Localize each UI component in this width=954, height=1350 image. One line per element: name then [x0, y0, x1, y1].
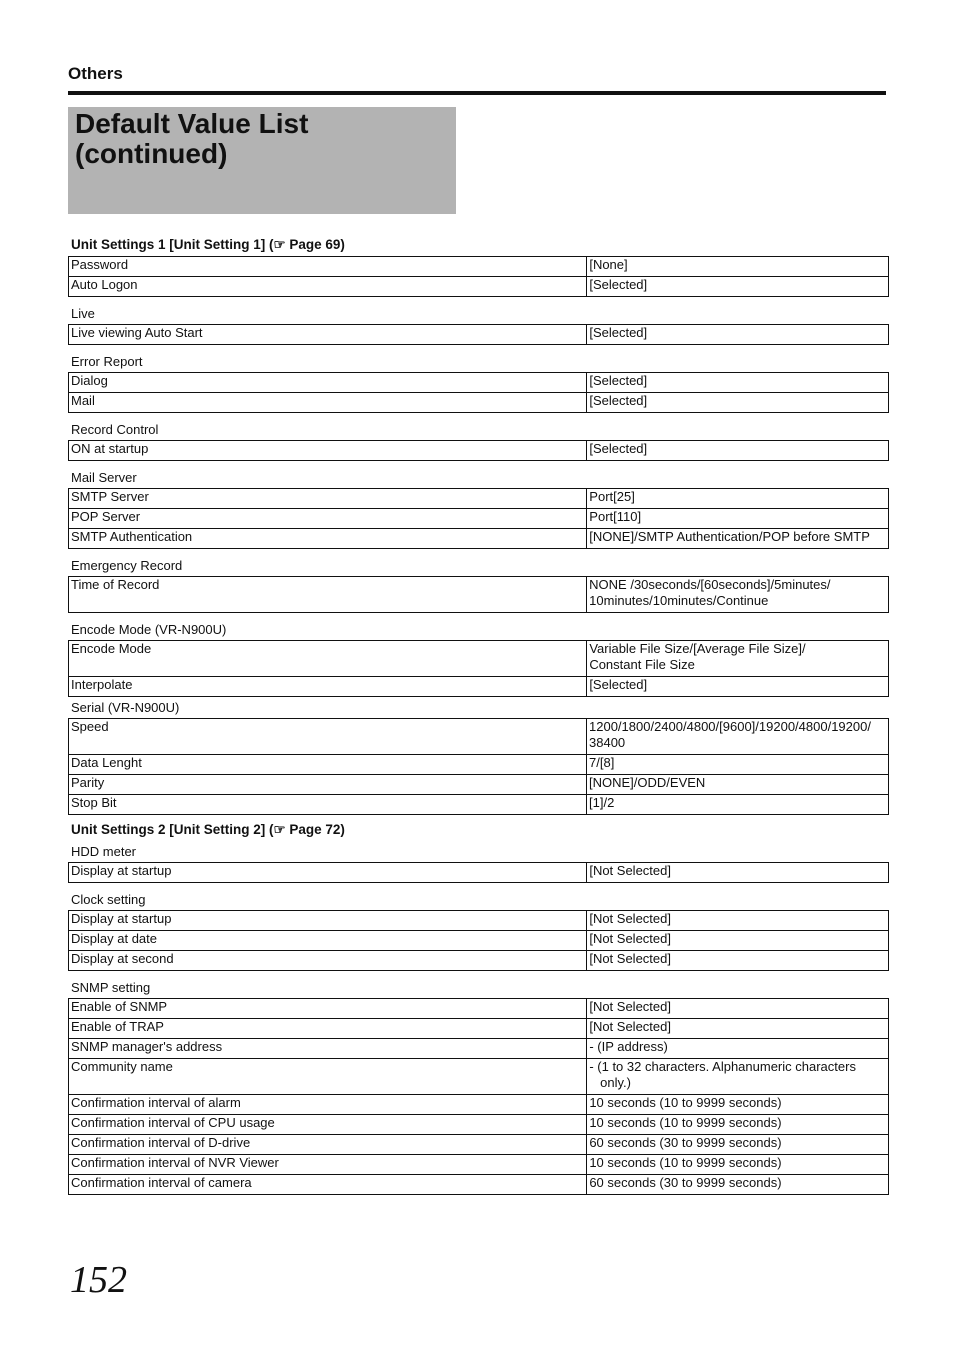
table-row — [69, 257, 889, 277]
default-value: 1200/1800/2400/4800/[9600]/19200/4800/19200/ 38400 — [587, 719, 889, 755]
unit2-heading-text: Unit Settings 2 [Unit Setting 2] ( — [71, 822, 274, 837]
default-value: 10 seconds (10 to 9999 seconds) — [587, 1155, 889, 1175]
settings-table — [68, 640, 889, 697]
table-row — [69, 951, 889, 971]
default-value: Variable File Size/[Average File Size]/ Constant File Size — [587, 641, 889, 677]
group-title: Live — [71, 306, 95, 321]
table-row — [69, 441, 889, 461]
page-title-line2: (continued) — [75, 138, 228, 169]
setting-name: Encode Mode — [69, 641, 587, 677]
default-value: 7/[8] — [587, 755, 889, 775]
default-value: [Not Selected] — [587, 911, 889, 931]
setting-name: Stop Bit — [69, 795, 587, 815]
table-row — [69, 1039, 889, 1059]
setting-name: Speed — [69, 719, 587, 755]
table-row — [69, 863, 889, 883]
table-row — [69, 677, 889, 697]
table-row — [69, 931, 889, 951]
table-row — [69, 755, 889, 775]
setting-name: Display at date — [69, 931, 587, 951]
table-row — [69, 719, 889, 755]
settings-table — [68, 488, 889, 549]
default-value: Port[25] — [587, 489, 889, 509]
setting-name: SMTP Server — [69, 489, 587, 509]
page-title — [75, 109, 308, 169]
unit2-page-ref: Page 72) — [285, 822, 345, 837]
page-number: 152 — [70, 1259, 127, 1301]
group-title: Clock setting — [71, 892, 146, 907]
default-value: [None] — [587, 257, 889, 277]
setting-name: Mail — [69, 393, 587, 413]
table-row — [69, 1135, 889, 1155]
reference-icon: ☞ — [273, 237, 286, 252]
default-value: [Selected] — [587, 325, 889, 345]
setting-name: Display at startup — [69, 911, 587, 931]
setting-name: Dialog — [69, 373, 587, 393]
table-row — [69, 489, 889, 509]
unit1-heading-text: Unit Settings 1 [Unit Setting 1] ( — [71, 237, 274, 252]
group-title: Serial (VR-N900U) — [71, 700, 180, 715]
group-title: SNMP setting — [71, 980, 151, 995]
default-value: [Not Selected] — [587, 999, 889, 1019]
table-row — [69, 999, 889, 1019]
setting-name: Time of Record — [69, 577, 587, 613]
setting-name: Confirmation interval of D-drive — [69, 1135, 587, 1155]
table-row — [69, 1115, 889, 1135]
default-value: 60 seconds (30 to 9999 seconds) — [587, 1175, 889, 1195]
settings-table — [68, 998, 889, 1195]
table-row — [69, 641, 889, 677]
default-value: - (1 to 32 characters. Alphanumeric characters only.) — [587, 1059, 889, 1095]
settings-table — [68, 256, 889, 297]
table-row — [69, 1095, 889, 1115]
settings-table — [68, 576, 889, 613]
setting-name: POP Server — [69, 509, 587, 529]
table-row — [69, 509, 889, 529]
setting-name: Auto Logon — [69, 277, 587, 297]
settings-table — [68, 372, 889, 413]
unit1-heading — [68, 234, 889, 256]
table-row — [69, 1019, 889, 1039]
settings-table — [68, 718, 889, 815]
table-row — [69, 1155, 889, 1175]
setting-name: Live viewing Auto Start — [69, 325, 587, 345]
setting-name: Password — [69, 257, 587, 277]
setting-name: Display at startup — [69, 863, 587, 883]
default-value: [NONE]/SMTP Authentication/POP before SMTP — [587, 529, 889, 549]
default-value: [Selected] — [587, 677, 889, 697]
setting-name: Data Lenght — [69, 755, 587, 775]
group-title: Encode Mode (VR-N900U) — [71, 622, 227, 637]
table-row — [69, 795, 889, 815]
default-value: 10 seconds (10 to 9999 seconds) — [587, 1115, 889, 1135]
page-title-line1: Default Value List — [75, 108, 309, 139]
default-value: 10 seconds (10 to 9999 seconds) — [587, 1095, 889, 1115]
table-row — [69, 1059, 889, 1095]
default-value-tables — [68, 234, 889, 1195]
table-row — [69, 529, 889, 549]
default-value: [Not Selected] — [587, 931, 889, 951]
setting-name: Confirmation interval of camera — [69, 1175, 587, 1195]
default-value: NONE /30seconds/[60seconds]/5minutes/ 10minutes/10minutes/Continue — [587, 577, 889, 613]
default-value: [Selected] — [587, 277, 889, 297]
setting-name: ON at startup — [69, 441, 587, 461]
setting-name: Parity — [69, 775, 587, 795]
section-label: Others — [68, 64, 123, 83]
table-row — [69, 373, 889, 393]
settings-table — [68, 862, 889, 883]
settings-table — [68, 440, 889, 461]
title-box — [68, 107, 456, 214]
default-value: [Not Selected] — [587, 1019, 889, 1039]
table-row — [69, 1175, 889, 1195]
group-title: Emergency Record — [71, 558, 183, 573]
setting-name: Interpolate — [69, 677, 587, 697]
default-value: - (IP address) — [587, 1039, 889, 1059]
default-value: [Selected] — [587, 441, 889, 461]
setting-name: SNMP manager's address — [69, 1039, 587, 1059]
setting-name: Confirmation interval of NVR Viewer — [69, 1155, 587, 1175]
table-row — [69, 277, 889, 297]
setting-name: Display at second — [69, 951, 587, 971]
group-title: HDD meter — [71, 844, 137, 859]
header-rule — [68, 91, 886, 95]
group-title: Error Report — [71, 354, 143, 369]
table-row — [69, 393, 889, 413]
setting-name: Community name — [69, 1059, 587, 1095]
setting-name: SMTP Authentication — [69, 529, 587, 549]
setting-name: Enable of SNMP — [69, 999, 587, 1019]
reference-icon: ☞ — [273, 822, 286, 837]
settings-table — [68, 910, 889, 971]
setting-name: Confirmation interval of alarm — [69, 1095, 587, 1115]
default-value: [NONE]/ODD/EVEN — [587, 775, 889, 795]
table-row — [69, 325, 889, 345]
table-row — [69, 577, 889, 613]
default-value: 60 seconds (30 to 9999 seconds) — [587, 1135, 889, 1155]
default-value: Port[110] — [587, 509, 889, 529]
setting-name: Confirmation interval of CPU usage — [69, 1115, 587, 1135]
group-title: Mail Server — [71, 470, 137, 485]
table-row — [69, 911, 889, 931]
default-value: [1]/2 — [587, 795, 889, 815]
setting-name: Enable of TRAP — [69, 1019, 587, 1039]
unit1-page-ref: Page 69) — [285, 237, 345, 252]
unit2-heading — [68, 819, 889, 841]
group-title: Record Control — [71, 422, 159, 437]
default-value: [Not Selected] — [587, 863, 889, 883]
table-row — [69, 775, 889, 795]
default-value: [Selected] — [587, 393, 889, 413]
default-value: [Selected] — [587, 373, 889, 393]
default-value: [Not Selected] — [587, 951, 889, 971]
settings-table — [68, 324, 889, 345]
